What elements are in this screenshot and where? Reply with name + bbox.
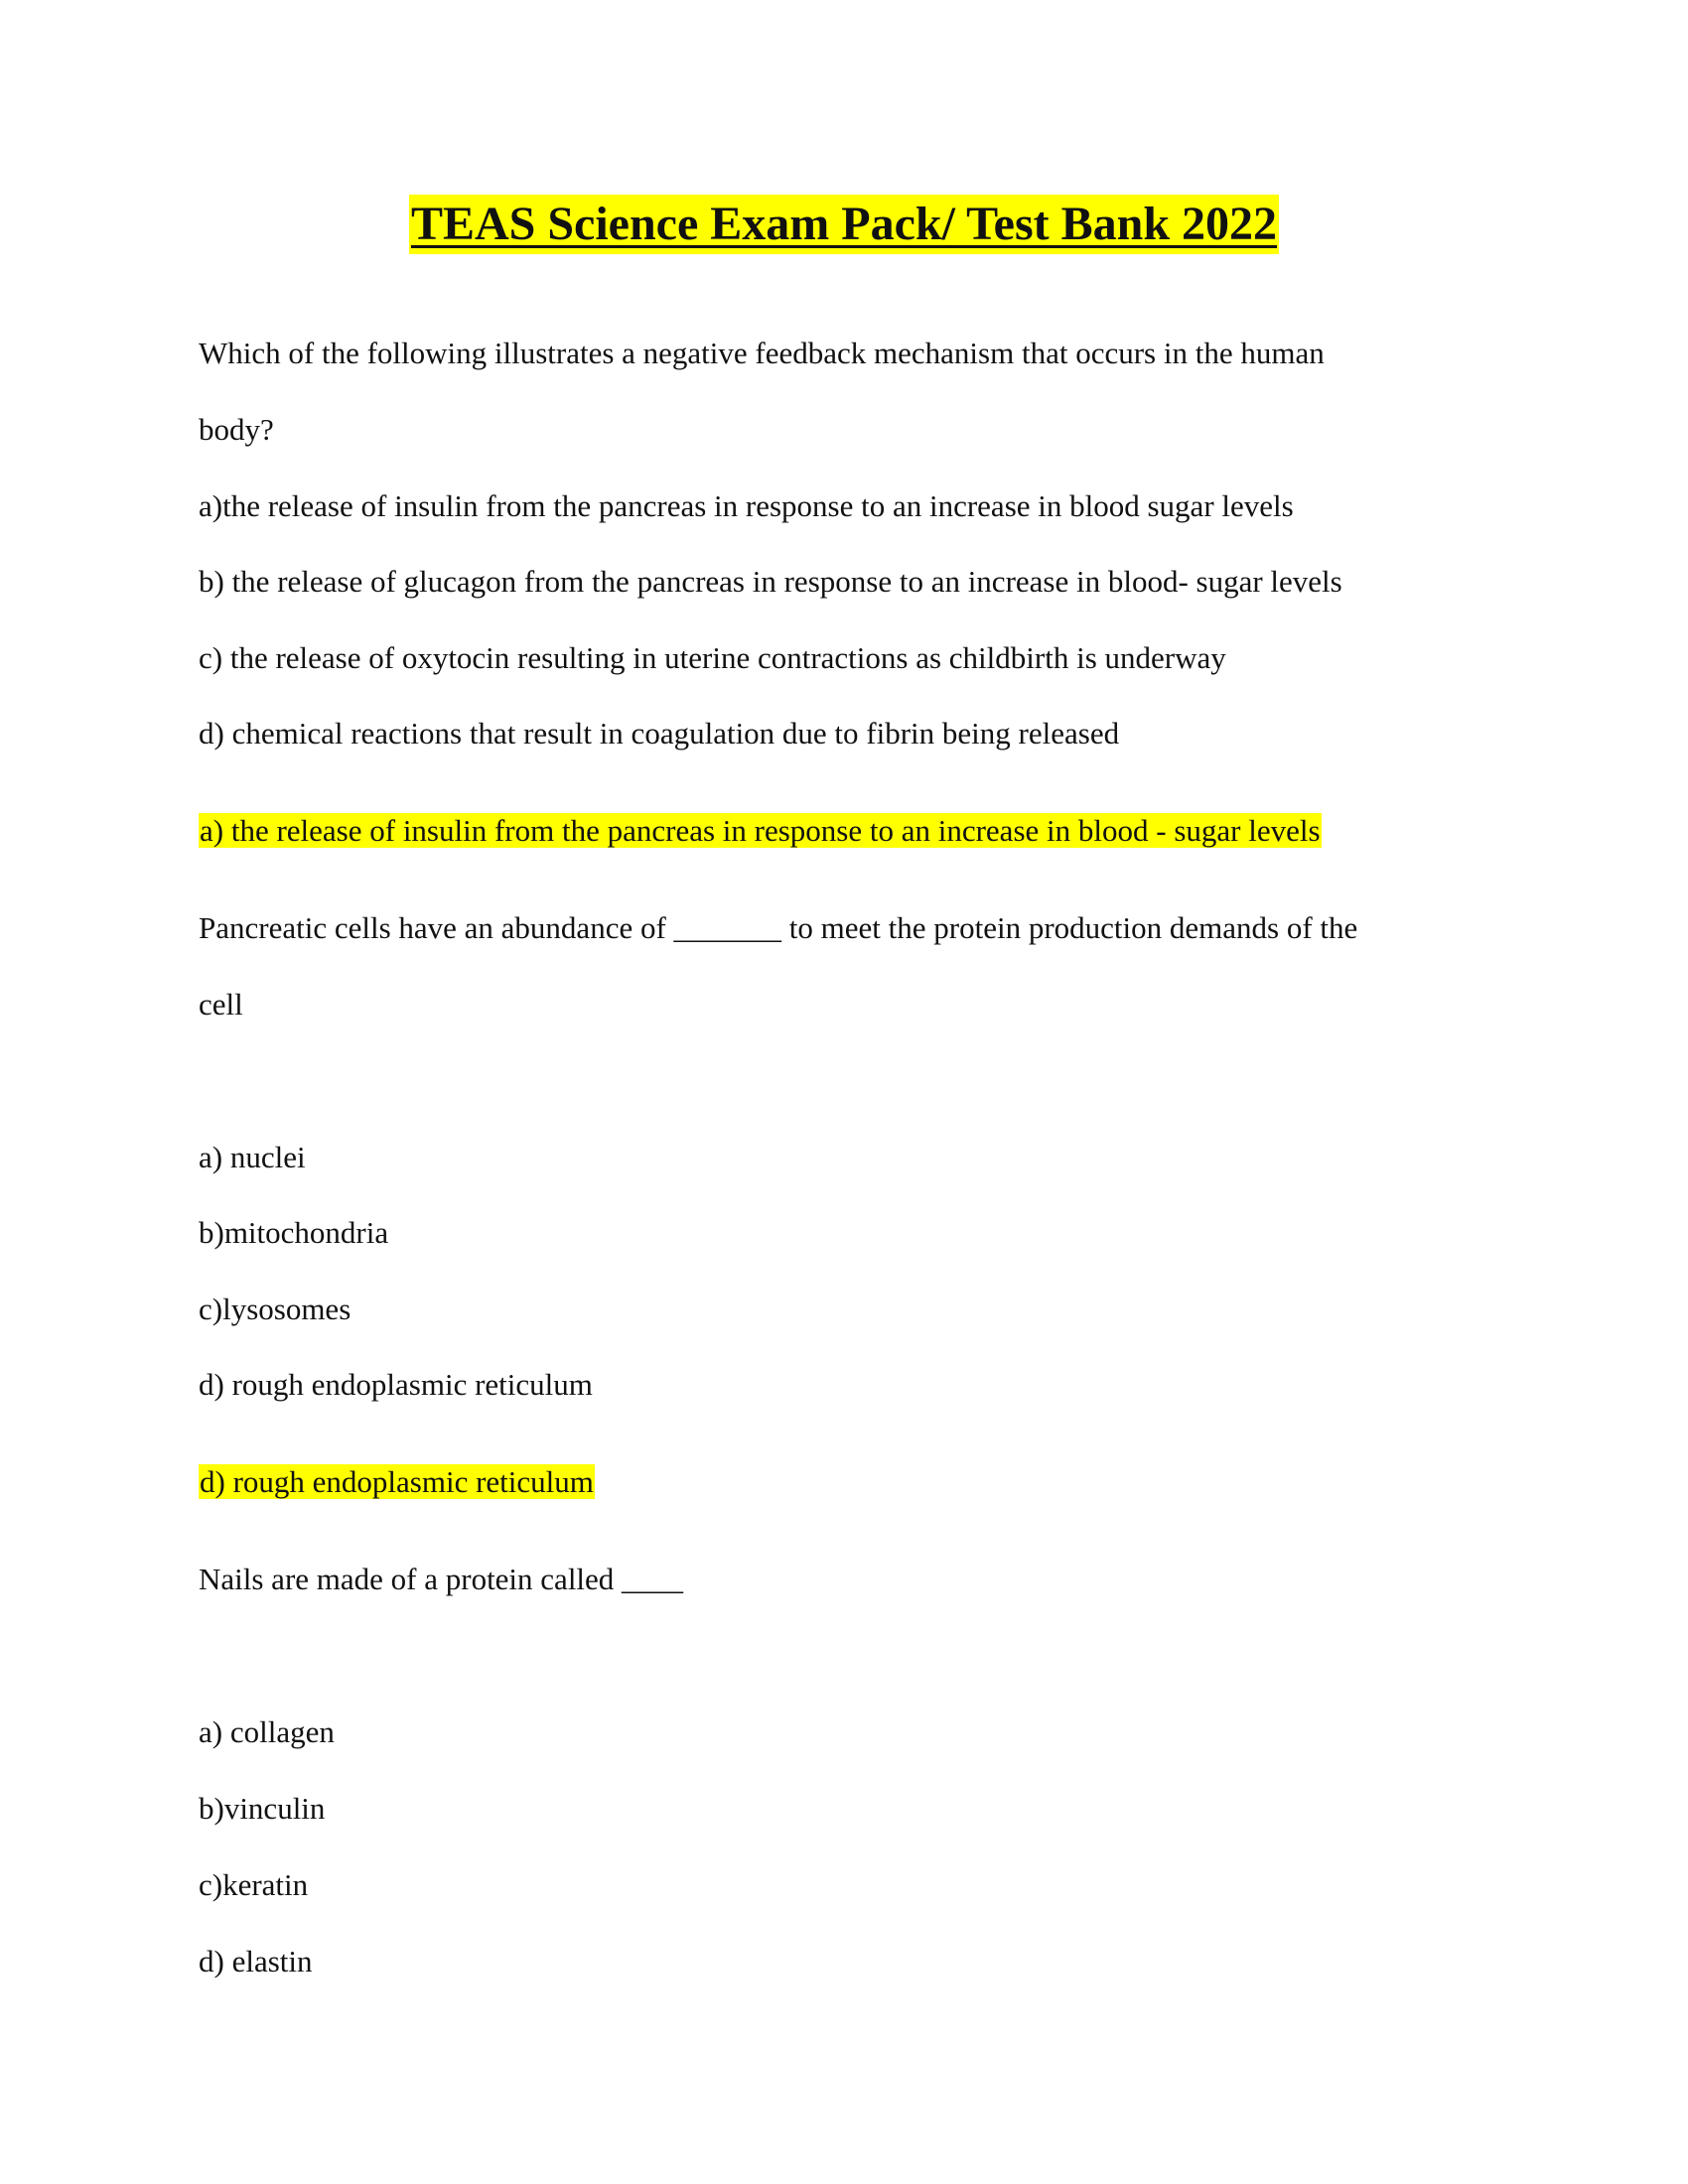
q3-stem-line-1: Nails are made of a protein called ____ [199, 1562, 684, 1596]
q3-option-d: d) elastin [199, 1944, 313, 1979]
q1-option-d: d) chemical reactions that result in coagulation due to fibrin being released [199, 716, 1120, 751]
q1-answer: a) the release of insulin from the pancreas in response to an increase in blood - sugar levels [200, 813, 1321, 848]
q1-option-b: b) the release of glucagon from the pancreas in response to an increase in blood- sugar levels [199, 564, 1342, 599]
q1-answer-line [199, 811, 1322, 851]
q2-stem-line-2: cell [199, 987, 243, 1022]
q1-stem-line-1: Which of the following illustrates a negative feedback mechanism that occurs in the human [199, 336, 1325, 370]
title-wrap [0, 195, 1688, 254]
q2-option-b: b)mitochondria [199, 1215, 389, 1250]
q2-option-a: a) nuclei [199, 1140, 306, 1174]
q1-option-c: c) the release of oxytocin resulting in uterine contractions as childbirth is underway [199, 640, 1226, 675]
q3-option-a: a) collagen [199, 1714, 335, 1749]
q1-option-a: a)the release of insulin from the pancreas in response to an increase in blood sugar levels [199, 488, 1294, 523]
q2-option-c: c)lysosomes [199, 1292, 352, 1326]
q1-stem-line-2: body? [199, 412, 274, 447]
document-title: TEAS Science Exam Pack/ Test Bank 2022 [409, 195, 1279, 254]
q2-answer-line [199, 1462, 595, 1502]
q2-option-d: d) rough endoplasmic reticulum [199, 1367, 593, 1402]
q3-option-c: c)keratin [199, 1867, 309, 1902]
q2-answer: d) rough endoplasmic reticulum [200, 1464, 594, 1499]
q3-option-b: b)vinculin [199, 1791, 326, 1826]
q2-stem-line-1: Pancreatic cells have an abundance of _______ to meet the protein production demands of the [199, 910, 1358, 945]
